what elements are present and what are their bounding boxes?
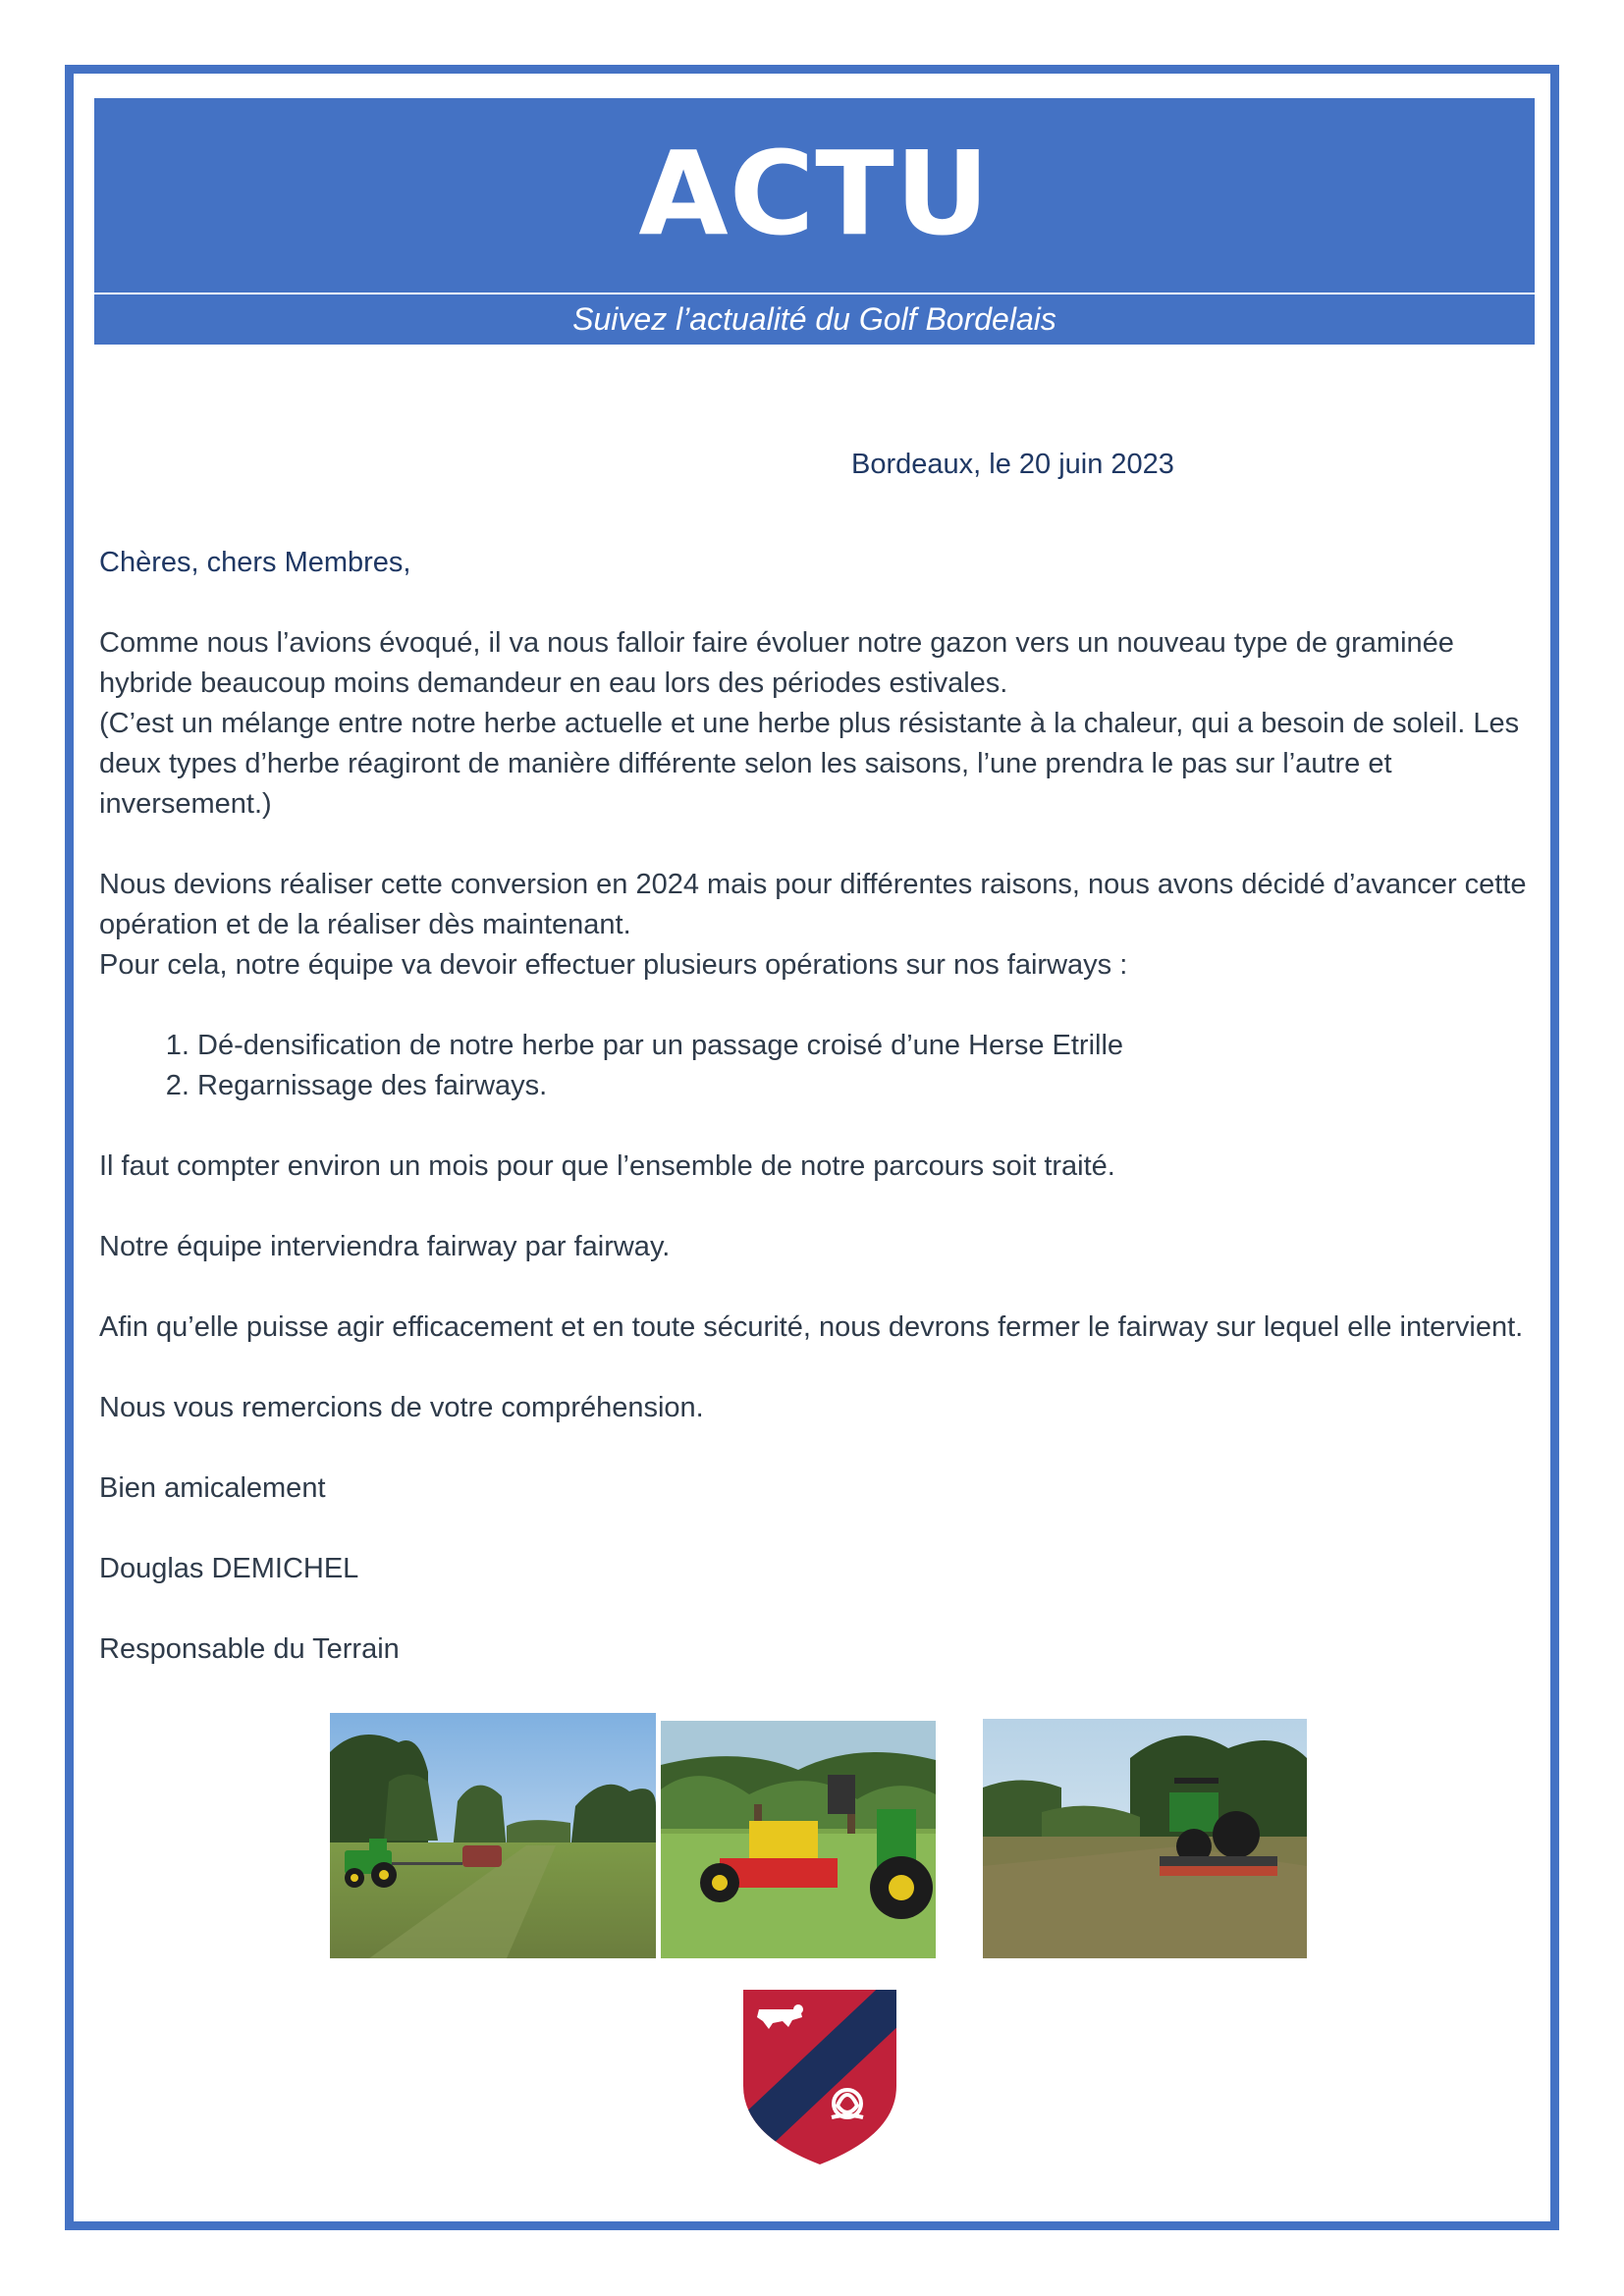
letter-closing: Bien amicalement — [99, 1472, 326, 1504]
photo-yellow-seeder — [661, 1721, 936, 1958]
list-item: 2. Regarnissage des fairways. — [197, 1066, 1538, 1106]
letter-paragraph — [99, 623, 1538, 825]
letter-paragraph — [99, 865, 1538, 986]
photo-green-tractor-fairway — [330, 1713, 656, 1958]
letter-paragraph-intro: Comme nous l’avions évoqué, il va nous falloir faire évoluer notre gazon vers un nouveau type de graminée hybride beaucoup moins demandeur en eau lors des périodes estivales. — [99, 627, 1454, 699]
letter-salutation: Chères, chers Membres, — [99, 547, 411, 578]
letter-paragraph: Notre équipe interviendra fairway par fairway. — [99, 1231, 671, 1262]
letter-paragraph-operations: Pour cela, notre équipe va devoir effectuer plusieurs opérations sur nos fairways : — [99, 949, 1128, 981]
signature-name: Douglas DEMICHEL — [99, 1553, 359, 1584]
golf-club-crest-logo — [741, 1988, 898, 2166]
header-subtitle: Suivez l’actualité du Golf Bordelais — [94, 294, 1535, 345]
letter-paragraph: Il faut compter environ un mois pour que l’ensemble de notre parcours soit traité. — [99, 1150, 1115, 1182]
list-item: 1. Dé-densification de notre herbe par un passage croisé d’une Herse Etrille — [197, 1026, 1538, 1066]
letter-date: Bordeaux, le 20 juin 2023 — [851, 449, 1174, 480]
letter-paragraph-conversion: Nous devions réaliser cette conversion en 2024 mais pour différentes raisons, nous avons décidé d’avancer cette opération et de la réaliser dès maintenant. — [99, 869, 1527, 940]
letter-paragraph-explanation: (C’est un mélange entre notre herbe actuelle et une herbe plus résistante à la chaleur, qui a besoin de soleil. Les deux types d’herbe réagiront de manière différente selon les saisons, l’une prendra le pas sur l’autre et inversement.) — [99, 708, 1520, 820]
photo-tractor-harrow — [983, 1719, 1307, 1958]
signature-role: Responsable du Terrain — [99, 1633, 400, 1665]
letter-paragraph: Afin qu’elle puisse agir efficacement et en toute sécurité, nous devrons fermer le fairway sur lequel elle intervient. — [99, 1311, 1524, 1343]
header-banner — [94, 98, 1535, 293]
letter-paragraph: Nous vous remercions de votre compréhension. — [99, 1392, 704, 1423]
letter-body — [99, 543, 1538, 1710]
operations-list — [99, 1026, 1538, 1106]
header-title: ACTU — [638, 126, 991, 261]
